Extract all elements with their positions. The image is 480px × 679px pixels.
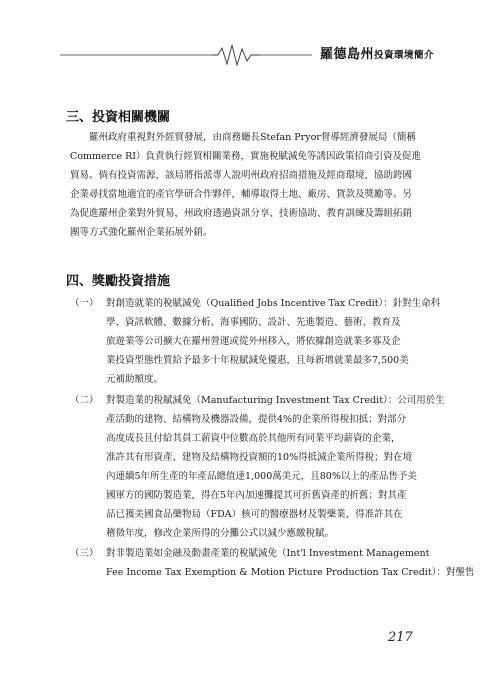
list-item-line: 稽徵年度，修改企業所得的分攤公式以減少應繳稅賦。 <box>106 528 335 539</box>
list-item-marker: （三） <box>70 548 99 559</box>
list-item-line: 內連續5年所生產的年產品總值達1,000萬美元，且80%以上的產品售予美 <box>106 471 417 482</box>
header-title-main: 羅德島州 <box>319 47 374 62</box>
list-item-line: 旅遊業等公司擴大在羅州營運或從外州移入，將依據創造就業多寡及企 <box>106 336 401 347</box>
list-item-line: 對非製造業如金融及動畫產業的稅賦減免（Int'l Investment Management <box>106 548 430 559</box>
list-item-marker: （一） <box>70 298 99 309</box>
list-item-line: Fee Income Tax Exemption & Motion Picture Production Tax Credit）：對壟售 <box>106 567 475 578</box>
list-item-line: 元補助額度。 <box>106 374 164 385</box>
section-heading-investment-agencies: 三、投資相關機關 <box>66 110 171 125</box>
section-heading-investment-incentives: 四、獎勵投資措施 <box>66 274 171 289</box>
list-item-marker: （二） <box>70 395 99 406</box>
list-item-line: 高度成長且付給其員工薪資中位數高於其他所有同業平均薪資的企業， <box>106 433 401 444</box>
list-item-line: 業投資型態性質給予最多十年稅賦減免優惠，且每新增就業最多7,500美 <box>106 355 409 366</box>
list-item-line: 准許其有形資產、建物及結構物投資額的10%得抵減企業所得稅；對在境 <box>106 452 413 463</box>
page-number: 217 <box>388 630 413 645</box>
header-title-sub: 投資環境簡介 <box>373 50 434 61</box>
paragraph-line: 羅州政府重視對外經貿發展，由商務廳長Stefan Pryor督導經濟發展局（簡稱 <box>89 132 416 143</box>
paragraph-line: 團等方式強化羅州企業拓展外銷。 <box>70 227 213 238</box>
list-item-line: 國軍方的國防製造業，得在5年內加速攤提其可折舊資產的折舊；對其產 <box>106 490 407 501</box>
list-item-line: 產活動的建物、結構物及機器設備，提供4%的企業所得稅扣抵；對部分 <box>106 414 407 425</box>
list-item-non-manufacturing <box>70 544 475 582</box>
paragraph-line: Commerce RI）負責執行經貿相關業務，實施稅賦減免等誘因政策招商引資及促進 <box>70 151 422 162</box>
list-item-line: 品已獲美國食品藥物局（FDA）核可的醫療器材及製藥業，得准許其在 <box>106 509 403 520</box>
paragraph-investment-agencies <box>70 128 422 242</box>
list-item-qualified-jobs <box>70 294 441 389</box>
running-header <box>60 40 440 70</box>
list-item-manufacturing-investment <box>70 391 445 543</box>
paragraph-line: 為促進羅州企業對外貿易，州政府透過資訊分享、技術協助、教育訓練及籌組拓銷 <box>70 208 413 219</box>
list-item-line: 對創造就業的稅賦減免（Qualified Jobs Incentive Tax Credit）：針對生命科 <box>106 298 441 309</box>
header-title <box>320 43 434 62</box>
list-item-line: 學、資訊軟體、數據分析、海事國防、設計、先進製造、藝術、教育及 <box>106 317 401 328</box>
paragraph-line: 企業尋找當地適宜的產官學研合作夥伴，輔導取得土地、廠房、貸款及獎勵等。另 <box>70 189 413 200</box>
list-item-line: 對製造業的稅賦減免（Manufacturing Investment Tax Credit）：公司用於生 <box>106 395 445 406</box>
paragraph-line: 貿易。倘有投資需源，該局將指派專人說明州政府招商措施及經商環境，協助跨國 <box>70 170 413 181</box>
